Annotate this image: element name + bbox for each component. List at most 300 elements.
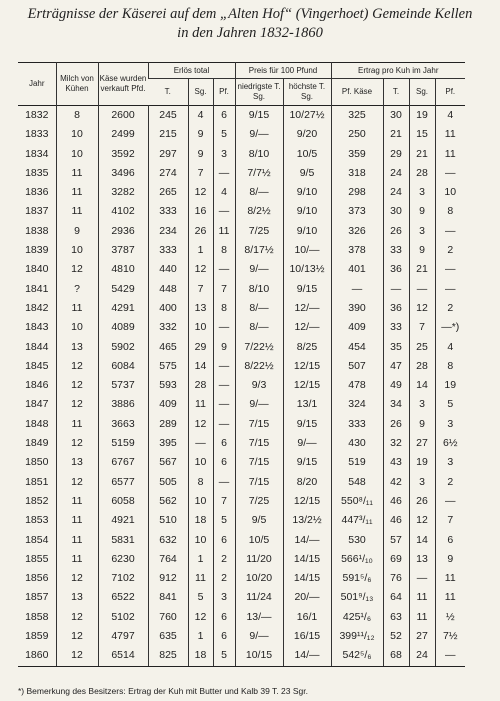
cell-erloes-pf: 11 [213, 222, 235, 241]
cell-kaese: 6522 [98, 588, 148, 607]
cell-kaese: 6084 [98, 357, 148, 376]
cell-erloes-pf: — [213, 395, 235, 414]
cell-erloes-sg: 18 [188, 646, 213, 666]
cell-milch: 12 [56, 357, 98, 376]
cell-preis-niedrigste: 9/— [235, 395, 283, 414]
cell-erloes-pf: 9 [213, 338, 235, 357]
cell-milch: 10 [56, 318, 98, 337]
cell-erloes-t: 593 [148, 376, 188, 395]
cell-erloes-pf: 7 [213, 492, 235, 511]
cell-ertrag-pf-kaese: — [331, 280, 383, 299]
table-row [18, 164, 465, 183]
cell-jahr: 1857 [25, 591, 49, 604]
cell-ertrag-t: 33 [383, 318, 409, 337]
cell-erloes-sg: 7 [188, 164, 213, 183]
cell-ertrag-pf-kaese: 507 [331, 357, 383, 376]
cell-ertrag-pf: 7½ [435, 627, 465, 646]
cell-kaese: 6058 [98, 492, 148, 511]
cell-ertrag-pf: 6½ [435, 434, 465, 453]
cell-preis-niedrigste: 9/5 [235, 511, 283, 530]
cell-preis-hoechste: 9/10 [283, 202, 331, 221]
cell-ertrag-pf-kaese: 359 [331, 145, 383, 164]
cell-erloes-t: 274 [148, 164, 188, 183]
cell-ertrag-sg: 9 [409, 202, 435, 221]
cell-ertrag-t: 47 [383, 357, 409, 376]
table-row [18, 125, 465, 144]
cell-erloes-pf: 5 [213, 646, 235, 666]
cell-milch: 11 [56, 183, 98, 202]
header-niedrigste: niedrigste T. Sg. [235, 79, 283, 106]
table-row [18, 511, 465, 530]
cell-erloes-t: 265 [148, 183, 188, 202]
cell-milch: 11 [56, 550, 98, 569]
cell-kaese: 3282 [98, 183, 148, 202]
header-erloes: Erlös total [148, 63, 235, 79]
cell-preis-niedrigste: 9/3 [235, 376, 283, 395]
cell-preis-niedrigste: 10/5 [235, 531, 283, 550]
header-ertrag-pf: Pf. [435, 79, 465, 106]
cell-erloes-t: 912 [148, 569, 188, 588]
header-preis: Preis für 100 Pfund [235, 63, 331, 79]
table-row [18, 338, 465, 357]
cell-milch: 12 [56, 569, 98, 588]
cell-ertrag-pf-kaese: 478 [331, 376, 383, 395]
cell-milch: 10 [56, 125, 98, 144]
cell-preis-hoechste: 13/1 [283, 395, 331, 414]
cell-ertrag-sg: 14 [409, 376, 435, 395]
cell-preis-niedrigste: 10/20 [235, 569, 283, 588]
cell-ertrag-pf: 19 [435, 376, 465, 395]
cell-ertrag-t: 34 [383, 395, 409, 414]
cell-ertrag-pf-kaese: 548 [331, 473, 383, 492]
cell-ertrag-t: 24 [383, 183, 409, 202]
cell-erloes-t: 562 [148, 492, 188, 511]
cell-preis-hoechste: 14/15 [283, 569, 331, 588]
cell-preis-niedrigste: 8/22½ [235, 357, 283, 376]
cell-ertrag-t: 33 [383, 241, 409, 260]
cell-kaese: 3886 [98, 395, 148, 414]
cell-ertrag-sg: 11 [409, 588, 435, 607]
table-row [18, 627, 465, 646]
cell-ertrag-sg: 21 [409, 260, 435, 279]
cell-ertrag-t: 46 [383, 492, 409, 511]
cell-preis-hoechste: 8/25 [283, 338, 331, 357]
header-ertrag: Ertrag pro Kuh im Jahr [331, 63, 465, 79]
cell-ertrag-t: — [383, 280, 409, 299]
cell-jahr: 1842 [25, 301, 49, 314]
cell-ertrag-sg: 28 [409, 164, 435, 183]
cell-erloes-sg: 10 [188, 531, 213, 550]
cell-milch: 12 [56, 473, 98, 492]
cell-preis-hoechste: 20/— [283, 588, 331, 607]
cell-erloes-t: 764 [148, 550, 188, 569]
cell-ertrag-sg: 9 [409, 415, 435, 434]
cell-milch: 11 [56, 202, 98, 221]
cell-preis-hoechste: 9/10 [283, 183, 331, 202]
cell-milch: 10 [56, 145, 98, 164]
cell-ertrag-sg: 9 [409, 241, 435, 260]
cell-jahr: 1845 [25, 359, 49, 372]
cell-ertrag-t: 36 [383, 260, 409, 279]
cell-erloes-sg: 7 [188, 280, 213, 299]
cell-ertrag-pf: 2 [435, 473, 465, 492]
cell-ertrag-t: 30 [383, 106, 409, 126]
cell-erloes-pf: — [213, 164, 235, 183]
table-row [18, 453, 465, 472]
cell-ertrag-pf-kaese: 401 [331, 260, 383, 279]
cell-ertrag-pf: 6 [435, 531, 465, 550]
cell-erloes-t: 409 [148, 395, 188, 414]
cell-ertrag-pf-kaese: 530 [331, 531, 383, 550]
header-erloes-t: T. [164, 87, 171, 96]
cell-kaese: 4921 [98, 511, 148, 530]
cell-erloes-pf: 2 [213, 569, 235, 588]
cell-kaese: 2600 [98, 106, 148, 126]
cell-jahr: 1849 [25, 437, 49, 450]
cell-preis-niedrigste: 9/— [235, 260, 283, 279]
cell-ertrag-sg: 24 [409, 646, 435, 666]
cell-kaese: 5831 [98, 531, 148, 550]
cell-milch: 12 [56, 434, 98, 453]
cell-erloes-t: 395 [148, 434, 188, 453]
cell-erloes-pf: — [213, 473, 235, 492]
cell-ertrag-t: 26 [383, 222, 409, 241]
cell-ertrag-pf: 8 [435, 357, 465, 376]
cell-milch: 13 [56, 588, 98, 607]
cell-jahr: 1843 [25, 321, 49, 334]
cell-ertrag-pf: — [435, 260, 465, 279]
cell-erloes-t: 289 [148, 415, 188, 434]
cell-ertrag-sg: — [409, 569, 435, 588]
cell-ertrag-t: 35 [383, 338, 409, 357]
cell-preis-hoechste: 14/15 [283, 550, 331, 569]
cell-jahr: 1858 [25, 610, 49, 623]
cell-ertrag-pf-kaese: 519 [331, 453, 383, 472]
cell-preis-hoechste: 9/20 [283, 125, 331, 144]
cell-preis-hoechste: 10/27½ [283, 106, 331, 126]
cell-kaese: 4291 [98, 299, 148, 318]
cell-erloes-sg: 10 [188, 318, 213, 337]
cell-jahr: 1832 [25, 109, 49, 121]
cell-preis-niedrigste: 7/15 [235, 415, 283, 434]
cell-ertrag-pf-kaese: 447³/₁₁ [331, 511, 383, 530]
cell-ertrag-pf: 2 [435, 241, 465, 260]
cell-ertrag-sg: 21 [409, 145, 435, 164]
table-row [18, 550, 465, 569]
cell-ertrag-t: 57 [383, 531, 409, 550]
cell-kaese: 5902 [98, 338, 148, 357]
cell-ertrag-sg: 3 [409, 395, 435, 414]
cell-ertrag-sg: 25 [409, 338, 435, 357]
cell-ertrag-sg: 3 [409, 473, 435, 492]
cell-preis-niedrigste: 8/10 [235, 145, 283, 164]
cell-preis-niedrigste: 9/— [235, 627, 283, 646]
cell-jahr: 1856 [25, 572, 49, 585]
cell-erloes-pf: 3 [213, 588, 235, 607]
cell-erloes-pf: 8 [213, 299, 235, 318]
cell-erloes-pf: 5 [213, 511, 235, 530]
cell-erloes-sg: 11 [188, 569, 213, 588]
table-row [18, 588, 465, 607]
table-row [18, 473, 465, 492]
table-row [18, 434, 465, 453]
cell-ertrag-t: 68 [383, 646, 409, 666]
cell-milch: 11 [56, 492, 98, 511]
cell-preis-hoechste: 16/15 [283, 627, 331, 646]
footnote: *) Bemerkung des Besitzers: Ertrag der Kuh mit Butter und Kalb 39 T. 23 Sgr. [18, 686, 308, 696]
cell-kaese: 2936 [98, 222, 148, 241]
cell-preis-niedrigste: 7/15 [235, 434, 283, 453]
header-erloes-sg: Sg. [188, 79, 213, 106]
cell-erloes-t: 333 [148, 202, 188, 221]
cell-erloes-t: 215 [148, 125, 188, 144]
table-row [18, 608, 465, 627]
cell-erloes-sg: 5 [188, 588, 213, 607]
cell-ertrag-pf-kaese: 454 [331, 338, 383, 357]
cell-erloes-sg: 29 [188, 338, 213, 357]
cell-jahr: 1846 [25, 379, 49, 392]
table-row [18, 202, 465, 221]
cell-jahr: 1835 [25, 166, 49, 179]
header-erloes-pf: Pf. [213, 79, 235, 106]
cell-ertrag-pf: 8 [435, 202, 465, 221]
cell-milch: 10 [56, 241, 98, 260]
cell-ertrag-pf-kaese: 378 [331, 241, 383, 260]
cell-ertrag-pf-kaese: 325 [331, 106, 383, 126]
cell-preis-hoechste: 8/20 [283, 473, 331, 492]
cell-jahr: 1836 [25, 186, 49, 199]
cell-erloes-pf: 6 [213, 627, 235, 646]
cell-erloes-t: 505 [148, 473, 188, 492]
cell-ertrag-pf-kaese: 550⁸/₁₁ [331, 492, 383, 511]
cell-milch: 13 [56, 453, 98, 472]
cell-preis-niedrigste: 11/24 [235, 588, 283, 607]
cell-preis-niedrigste: 8/2½ [235, 202, 283, 221]
cell-erloes-pf: 6 [213, 434, 235, 453]
cell-ertrag-pf: 9 [435, 550, 465, 569]
cell-ertrag-sg: 3 [409, 222, 435, 241]
cell-kaese: 6767 [98, 453, 148, 472]
cell-erloes-sg: — [188, 434, 213, 453]
cell-ertrag-sg: 12 [409, 511, 435, 530]
cell-erloes-pf: 5 [213, 125, 235, 144]
cell-erloes-t: 841 [148, 588, 188, 607]
cell-ertrag-pf: — [435, 222, 465, 241]
cell-milch: 12 [56, 608, 98, 627]
cell-preis-hoechste: 14/— [283, 646, 331, 666]
cell-erloes-t: 400 [148, 299, 188, 318]
cell-preis-niedrigste: 9/— [235, 125, 283, 144]
cell-preis-niedrigste: 7/22½ [235, 338, 283, 357]
cell-ertrag-t: 76 [383, 569, 409, 588]
cell-ertrag-sg: 13 [409, 550, 435, 569]
table-row [18, 280, 465, 299]
cell-kaese: 6230 [98, 550, 148, 569]
cell-ertrag-sg: 15 [409, 125, 435, 144]
cell-ertrag-pf-kaese: 430 [331, 434, 383, 453]
table-row [18, 222, 465, 241]
cell-jahr: 1855 [25, 552, 49, 565]
cell-ertrag-t: 46 [383, 511, 409, 530]
table-row [18, 299, 465, 318]
cell-erloes-sg: 12 [188, 183, 213, 202]
cell-erloes-t: 440 [148, 260, 188, 279]
cell-ertrag-t: 43 [383, 453, 409, 472]
cell-jahr: 1851 [25, 475, 49, 488]
cell-milch: 13 [56, 338, 98, 357]
cell-preis-niedrigste: 8/— [235, 318, 283, 337]
cell-erloes-pf: — [213, 318, 235, 337]
cell-jahr: 1838 [25, 224, 49, 237]
cell-preis-niedrigste: 8/10 [235, 280, 283, 299]
cell-preis-hoechste: 9/— [283, 434, 331, 453]
cell-ertrag-pf-kaese: 390 [331, 299, 383, 318]
cell-jahr: 1834 [25, 147, 49, 160]
cell-ertrag-pf: 3 [435, 415, 465, 434]
cell-jahr: 1859 [25, 630, 49, 643]
cell-preis-hoechste: 9/15 [283, 415, 331, 434]
cell-erloes-sg: 4 [188, 106, 213, 126]
cell-ertrag-pf-kaese: 250 [331, 125, 383, 144]
cell-ertrag-t: 63 [383, 608, 409, 627]
cell-erloes-sg: 1 [188, 627, 213, 646]
cell-milch: 11 [56, 531, 98, 550]
cell-jahr: 1848 [25, 417, 49, 430]
cell-ertrag-sg: 14 [409, 531, 435, 550]
cell-jahr: 1839 [25, 244, 49, 257]
table-row [18, 183, 465, 202]
cell-erloes-sg: 18 [188, 511, 213, 530]
cell-preis-hoechste: 12/— [283, 299, 331, 318]
cell-kaese: 3496 [98, 164, 148, 183]
cell-ertrag-sg: 27 [409, 434, 435, 453]
cell-preis-hoechste: 13/2½ [283, 511, 331, 530]
cell-milch: 12 [56, 646, 98, 666]
cell-erloes-pf: 7 [213, 280, 235, 299]
cell-erloes-sg: 1 [188, 241, 213, 260]
cell-ertrag-pf-kaese: 324 [331, 395, 383, 414]
cell-erloes-sg: 8 [188, 473, 213, 492]
cell-preis-hoechste: 9/15 [283, 453, 331, 472]
table-row [18, 492, 465, 511]
cell-preis-hoechste: 14/— [283, 531, 331, 550]
cell-ertrag-t: 42 [383, 473, 409, 492]
header-jahr: Jahr [28, 79, 45, 88]
cell-erloes-t: 234 [148, 222, 188, 241]
cell-ertrag-pf: 4 [435, 338, 465, 357]
cell-erloes-t: 635 [148, 627, 188, 646]
cell-erloes-t: 333 [148, 241, 188, 260]
header-kaese: Käse wurden verkauft Pfd. [98, 63, 148, 106]
cell-milch: 11 [56, 299, 98, 318]
table-row [18, 260, 465, 279]
cell-ertrag-pf: 5 [435, 395, 465, 414]
header-hoechste: höchste T. Sg. [283, 79, 331, 106]
cell-jahr: 1844 [25, 340, 49, 353]
cell-erloes-t: 825 [148, 646, 188, 666]
cell-preis-hoechste: 12/15 [283, 357, 331, 376]
cell-erloes-pf: — [213, 202, 235, 221]
cell-erloes-t: 332 [148, 318, 188, 337]
cell-ertrag-pf: — [435, 164, 465, 183]
cell-ertrag-sg: 28 [409, 357, 435, 376]
cell-preis-niedrigste: 11/20 [235, 550, 283, 569]
cell-erloes-pf: 3 [213, 145, 235, 164]
cell-erloes-pf: 6 [213, 106, 235, 126]
table-body [18, 106, 465, 667]
cell-jahr: 1854 [25, 533, 49, 546]
cell-erloes-t: 510 [148, 511, 188, 530]
cell-kaese: 5737 [98, 376, 148, 395]
cell-ertrag-sg: 3 [409, 183, 435, 202]
cell-ertrag-pf: 11 [435, 145, 465, 164]
cell-ertrag-sg: 7 [409, 318, 435, 337]
cell-ertrag-sg: 27 [409, 627, 435, 646]
cell-jahr: 1840 [25, 263, 49, 276]
cell-preis-hoechste: 9/5 [283, 164, 331, 183]
cell-erloes-sg: 12 [188, 260, 213, 279]
cell-preis-niedrigste: 8/— [235, 183, 283, 202]
cell-ertrag-t: 26 [383, 415, 409, 434]
cell-erloes-pf: 4 [213, 183, 235, 202]
cell-ertrag-pf-kaese: 542⁵/₆ [331, 646, 383, 666]
cell-milch: 12 [56, 395, 98, 414]
table-row [18, 241, 465, 260]
table-row [18, 646, 465, 666]
cell-kaese: 4810 [98, 260, 148, 279]
cell-erloes-sg: 28 [188, 376, 213, 395]
cell-preis-niedrigste: 9/15 [235, 106, 283, 126]
cell-erloes-sg: 12 [188, 608, 213, 627]
cell-erloes-sg: 16 [188, 202, 213, 221]
cell-kaese: 6514 [98, 646, 148, 666]
cell-ertrag-pf: 4 [435, 106, 465, 126]
cell-milch: 12 [56, 627, 98, 646]
cell-erloes-pf: 6 [213, 531, 235, 550]
cell-preis-hoechste: 12/— [283, 318, 331, 337]
cell-preis-hoechste: 9/10 [283, 222, 331, 241]
cell-erloes-pf: — [213, 260, 235, 279]
cell-kaese: 4797 [98, 627, 148, 646]
cell-erloes-pf: 8 [213, 241, 235, 260]
cell-preis-niedrigste: 7/15 [235, 453, 283, 472]
cell-preis-niedrigste: 7/7½ [235, 164, 283, 183]
cell-ertrag-sg: 26 [409, 492, 435, 511]
cell-ertrag-pf-kaese: 318 [331, 164, 383, 183]
cell-erloes-sg: 9 [188, 125, 213, 144]
cell-erloes-sg: 10 [188, 453, 213, 472]
cell-ertrag-pf-kaese: 326 [331, 222, 383, 241]
cell-milch: 11 [56, 511, 98, 530]
cell-preis-niedrigste: 10/15 [235, 646, 283, 666]
cell-erloes-sg: 9 [188, 145, 213, 164]
cell-preis-niedrigste: 8/17½ [235, 241, 283, 260]
cell-kaese: 3592 [98, 145, 148, 164]
cell-preis-hoechste: 16/1 [283, 608, 331, 627]
cell-ertrag-pf-kaese: 409 [331, 318, 383, 337]
cell-erloes-t: 297 [148, 145, 188, 164]
cell-ertrag-pf: 11 [435, 569, 465, 588]
cell-milch: 11 [56, 415, 98, 434]
cell-erloes-pf: 6 [213, 453, 235, 472]
cell-ertrag-pf: ½ [435, 608, 465, 627]
cell-ertrag-pf-kaese: 501⁹/₁₃ [331, 588, 383, 607]
cell-kaese: 3787 [98, 241, 148, 260]
cell-erloes-sg: 10 [188, 492, 213, 511]
header-ertrag-pf-kaese: Pf. Käse [331, 79, 383, 106]
cell-ertrag-pf: 11 [435, 125, 465, 144]
cell-ertrag-t: 49 [383, 376, 409, 395]
